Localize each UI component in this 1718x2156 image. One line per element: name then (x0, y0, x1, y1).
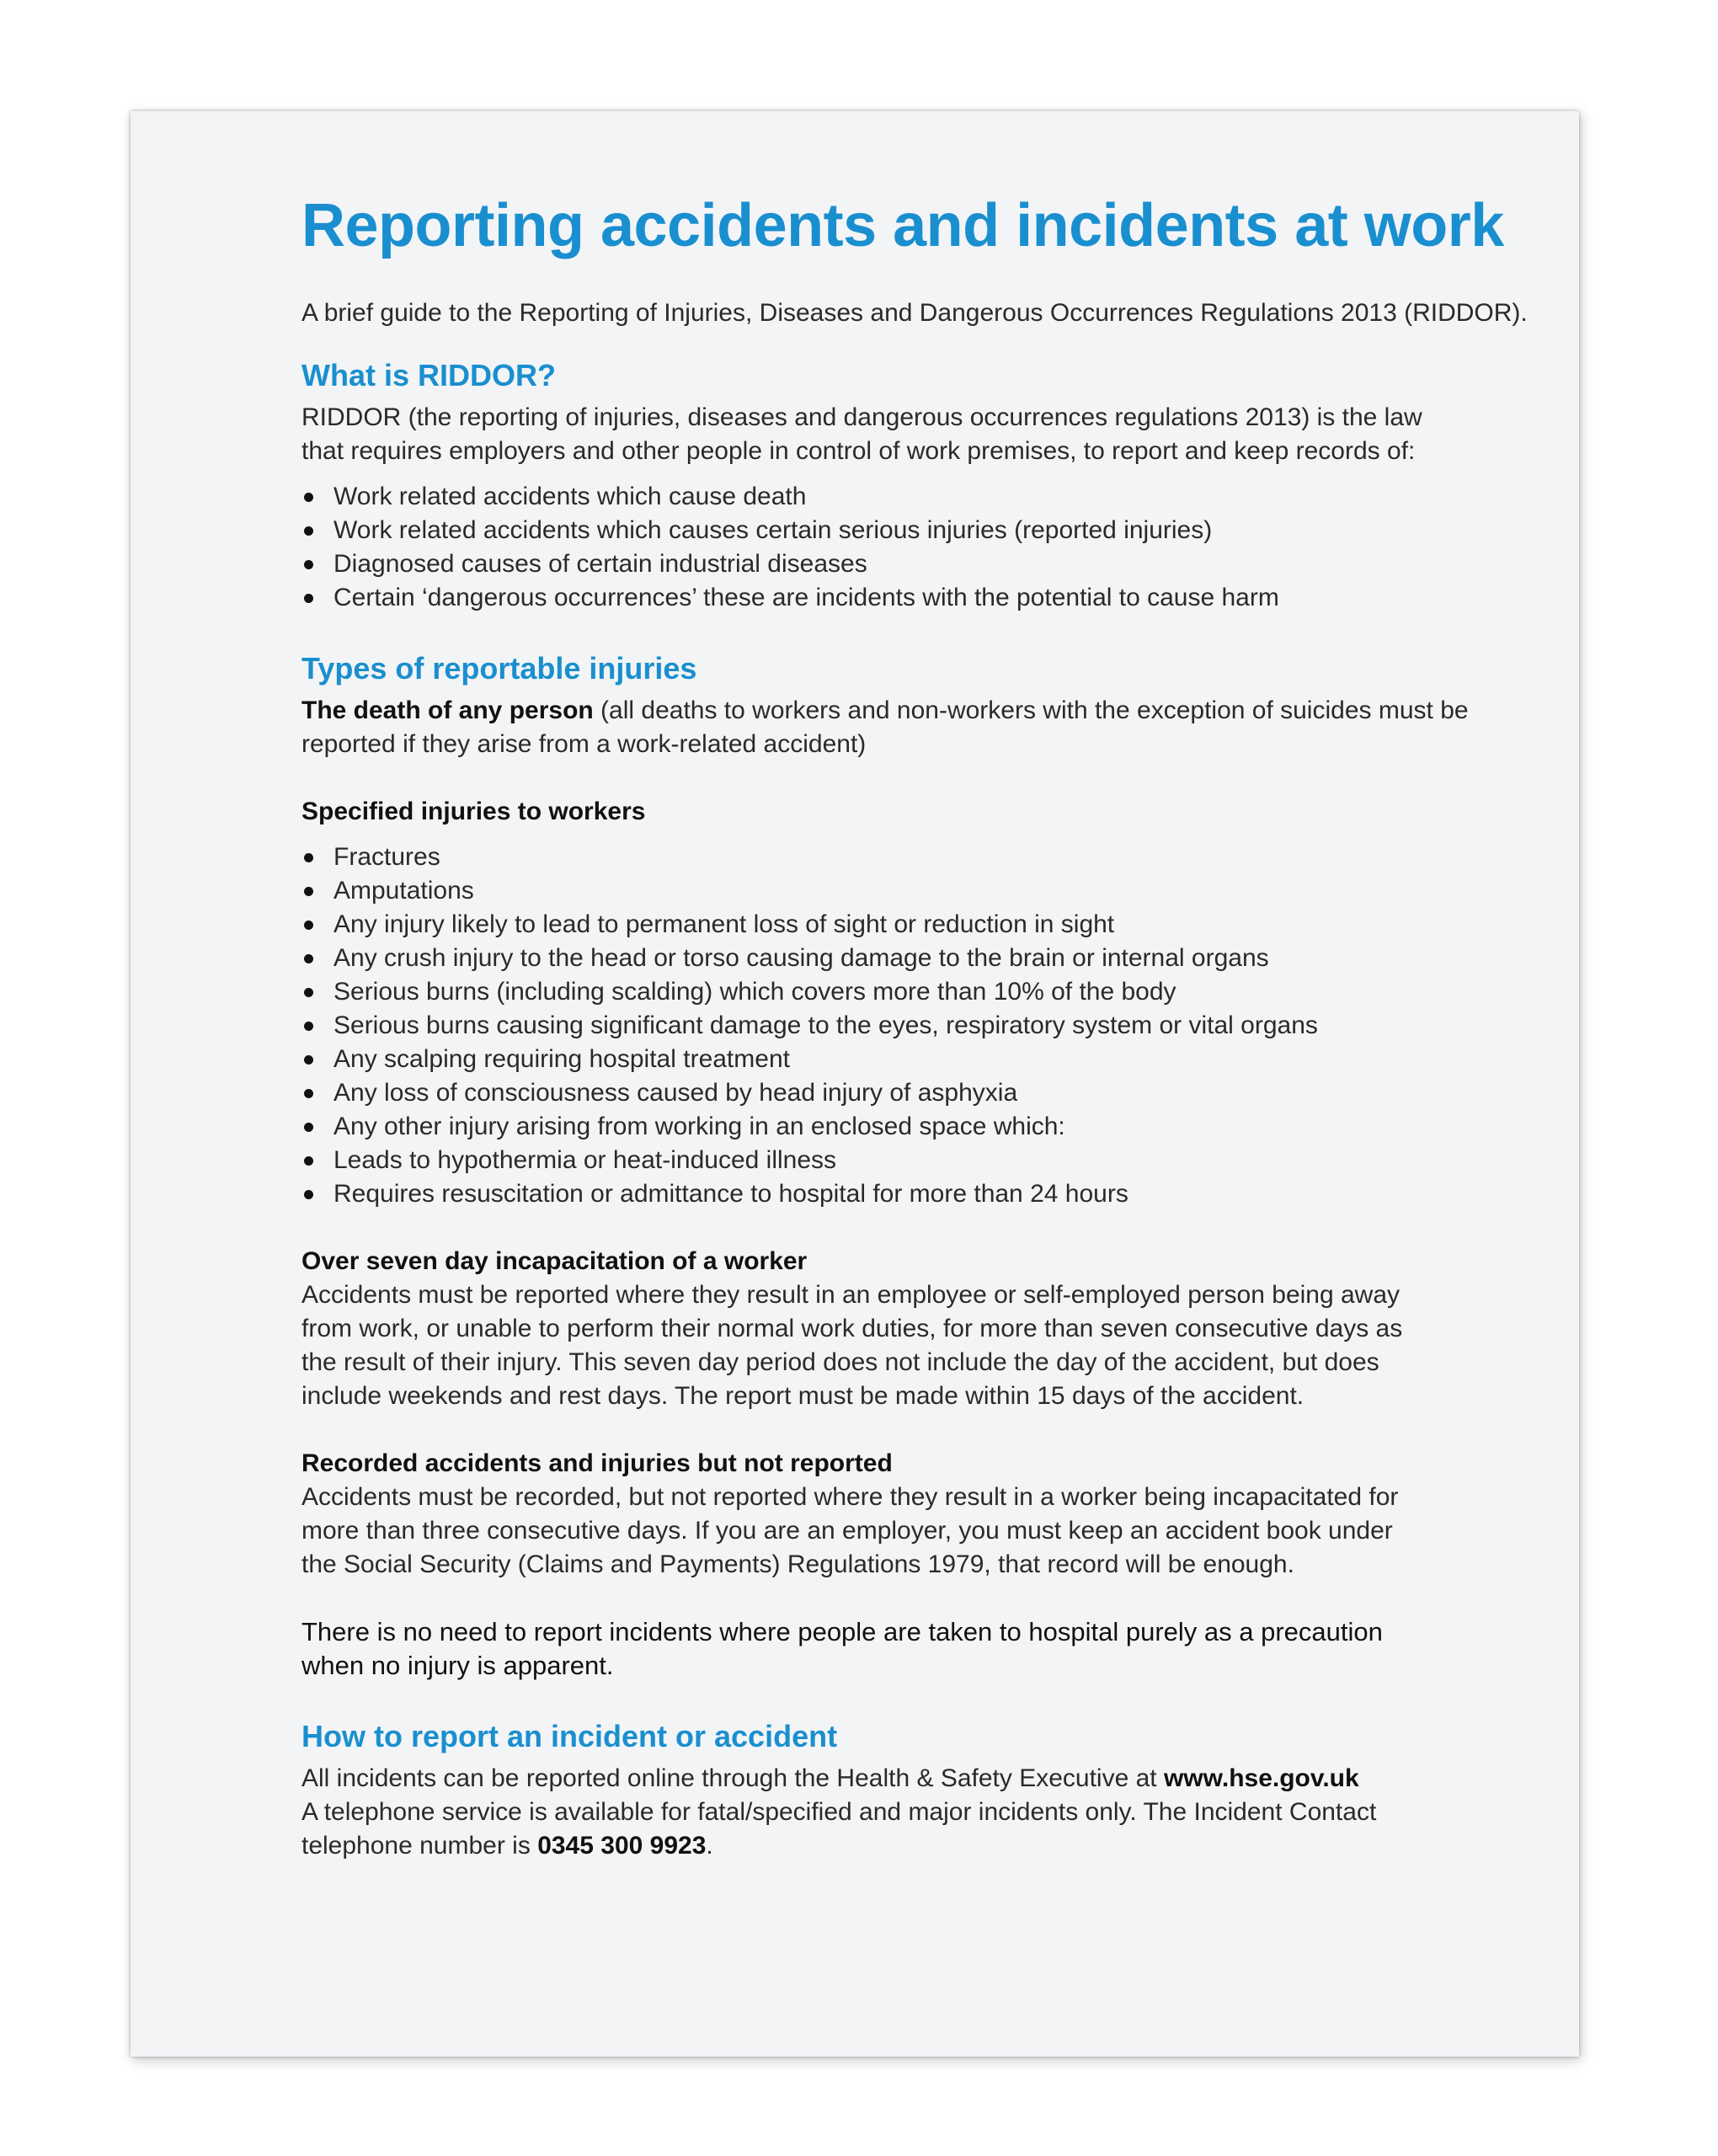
document-content (301, 189, 1528, 1863)
hospital-precaution-notice: There is no need to report incidents where people are taken to hospital purely as a precaution when no injury is apparent. (301, 1617, 1383, 1680)
bullet-icon (304, 1190, 313, 1199)
bullet-icon (304, 921, 313, 930)
list-item: Amputations (301, 874, 1497, 908)
types-heading: Types of reportable injuries (301, 651, 697, 686)
intro-text: A brief guide to the Reporting of Injuries, Diseases and Dangerous Occurrences Regulations 2013 (RIDDOR). (301, 299, 1528, 327)
bullet-icon (304, 1156, 313, 1166)
bullet-icon (304, 853, 313, 862)
bullet-icon (304, 594, 313, 603)
what-is-riddor-heading: What is RIDDOR? (301, 358, 556, 392)
bullet-icon (304, 988, 313, 997)
death-paragraph (301, 694, 1481, 761)
document-page (131, 111, 1579, 2057)
how-to-report-paragraph: All incidents can be reported online through the Health & Safety Executive at www.hse.gov.uk A telephone service is available for fatal/specified and major incidents only. The Incident Contact telephone number is 0345 300 9923. (301, 1764, 1377, 1860)
seven-day-paragraph: Accidents must be reported where they result in an employee or self-employed person being away from work, or unable to perform their normal work duties, for more than seven consecutive days as the result of their injury. This seven day period does not include the day of the accident, but does include weekends and rest days. The report must be made within 15 days of the accident. (301, 1281, 1403, 1410)
bullet-icon (304, 560, 313, 569)
bullet-icon (304, 1123, 313, 1132)
what-is-riddor-paragraph: RIDDOR (the reporting of injuries, diseases and dangerous occurrences regulations 2013) is the law that requires employers and other people in control of work premises, to report and keep records of: (301, 403, 1422, 465)
list-item: Work related accidents which causes certain serious injuries (reported injuries) (301, 514, 1497, 547)
list-item: Work related accidents which cause death (301, 480, 1497, 514)
list-item: Requires resuscitation or admittance to hospital for more than 24 hours (301, 1177, 1497, 1211)
recorded-heading: Recorded accidents and injuries but not reported (301, 1449, 893, 1477)
seven-day-heading: Over seven day incapacitation of a worker (301, 1247, 808, 1275)
bullet-icon (304, 1055, 313, 1065)
bullet-icon (304, 954, 313, 963)
hse-website-link[interactable]: www.hse.gov.uk (1163, 1764, 1359, 1792)
list-item: Certain ‘dangerous occurrences’ these are incidents with the potential to cause harm (301, 581, 1497, 615)
list-item: Leads to hypothermia or heat-induced illness (301, 1144, 1497, 1177)
list-item: Diagnosed causes of certain industrial diseases (301, 547, 1497, 581)
specified-injuries-list (301, 841, 1497, 1211)
bullet-icon (304, 1022, 313, 1031)
page-title: Reporting accidents and incidents at work (301, 192, 1504, 259)
list-item: Fractures (301, 841, 1497, 874)
death-text: (all deaths to workers and non-workers with the exception of suicides must be reported if they arise from a work-related accident) (301, 696, 1469, 758)
list-item: Any scalping requiring hospital treatment (301, 1043, 1497, 1076)
how-to-report-heading: How to report an incident or accident (301, 1719, 838, 1753)
list-item: Serious burns causing significant damage to the eyes, respiratory system or vital organs (301, 1009, 1497, 1043)
list-item: Any crush injury to the head or torso causing damage to the brain or internal organs (301, 942, 1497, 975)
list-item: Any loss of consciousness caused by head injury of asphyxia (301, 1076, 1497, 1110)
bullet-icon (304, 1089, 313, 1098)
death-bold: The death of any person (301, 696, 594, 724)
specified-injuries-heading: Specified injuries to workers (301, 798, 646, 825)
bullet-icon (304, 887, 313, 896)
bullet-icon (304, 526, 313, 536)
what-is-riddor-list (301, 480, 1497, 615)
list-item: Serious burns (including scalding) which covers more than 10% of the body (301, 975, 1497, 1009)
list-item: Any injury likely to lead to permanent loss of sight or reduction in sight (301, 908, 1497, 942)
bullet-icon (304, 493, 313, 502)
recorded-paragraph: Accidents must be recorded, but not reported where they result in a worker being incapacitated for more than three consecutive days. If you are an employer, you must keep an accident book under the Social Security (Claims and Payments) Regulations 1979, that record will be enough. (301, 1483, 1399, 1578)
incident-phone-number: 0345 300 9923 (537, 1832, 707, 1860)
list-item: Any other injury arising from working in an enclosed space which: (301, 1110, 1497, 1144)
